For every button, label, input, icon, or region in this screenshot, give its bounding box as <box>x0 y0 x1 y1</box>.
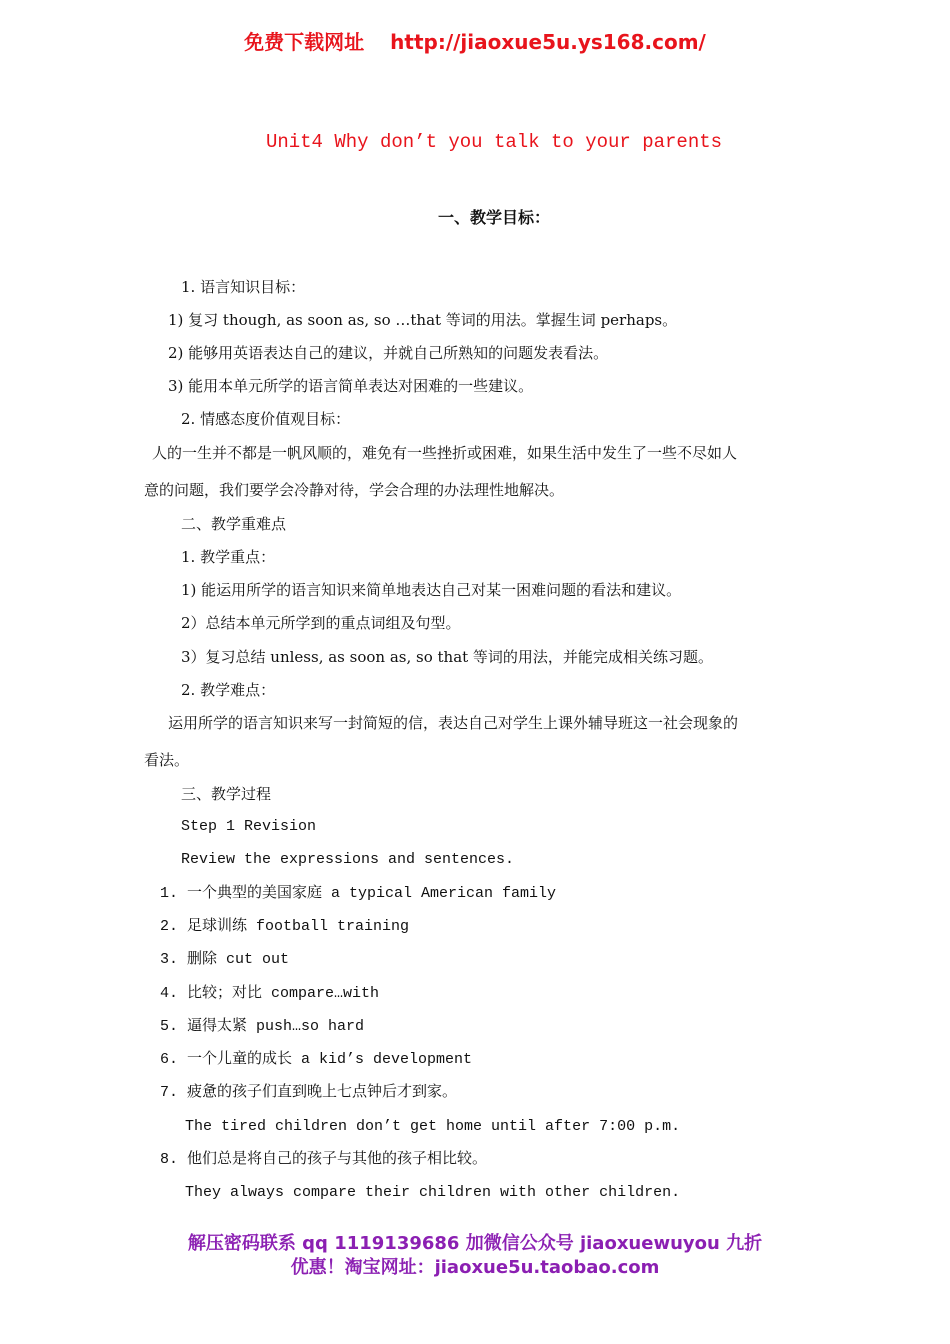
sentence-item-7-english: The tired children don’t get home until after 7:00 p.m. <box>185 1118 681 1135</box>
objective-emotion-heading: 2. 情感态度价值观目标： <box>181 410 351 428</box>
section-key-points: 二、教学重难点 <box>181 515 287 533</box>
expression-item-6: 6. 一个儿童的成长 a kid’s development <box>160 1051 473 1068</box>
section-teaching-process: 三、教学过程 <box>181 785 272 803</box>
section-teaching-objectives: 一、教学目标： <box>437 208 550 227</box>
key-point-heading: 1. 教学重点： <box>181 548 276 566</box>
review-instruction: Review the expressions and sentences. <box>181 851 515 868</box>
download-url-link[interactable]: http://jiaoxue5u.ys168.com/ <box>390 30 706 54</box>
sentence-item-8: 8. 他们总是将自己的孩子与其他的孩子相比较。 <box>160 1151 488 1168</box>
footer-contact-line-1: 解压密码联系 qq 1119139686 加微信公众号 jiaoxuewuyou 九折 <box>187 1233 763 1254</box>
expression-item-4: 4. 比较；对比 compare…with <box>160 985 380 1002</box>
expression-item-5: 5. 逼得太紧 push…so hard <box>160 1018 365 1035</box>
difficulty-paragraph-line-1: 运用所学的语言知识来写一封简短的信，表达自己对学生上课外辅导班这一社会现象的 <box>168 714 739 732</box>
difficulty-heading: 2. 教学难点： <box>181 681 276 699</box>
sentence-item-7: 7. 疲惫的孩子们直到晚上七点钟后才到家。 <box>160 1084 458 1101</box>
key-point-item-2: 2）总结本单元所学到的重点词组及句型。 <box>181 614 461 632</box>
objective-item-1: 1) 复习 though, as soon as, so …that 等词的用法。掌握生词 perhaps。 <box>168 311 678 329</box>
expression-item-1: 1. 一个典型的美国家庭 a typical American family <box>160 885 557 902</box>
difficulty-paragraph-line-2: 看法。 <box>144 751 190 769</box>
sentence-item-8-english: They always compare their children with other children. <box>185 1184 681 1201</box>
key-point-item-3: 3）复习总结 unless, as soon as, so that 等词的用法，并能完成相关练习题。 <box>181 648 713 666</box>
download-label: 免费下载网址 <box>244 30 365 54</box>
objective-item-3: 3) 能用本单元所学的语言简单表达对困难的一些建议。 <box>168 377 534 395</box>
footer-contact-line-2[interactable]: 优惠！淘宝网址：jiaoxue5u.taobao.com <box>290 1257 660 1278</box>
download-banner <box>0 26 950 55</box>
expression-item-2: 2. 足球训练 football training <box>160 918 410 935</box>
expression-item-3: 3. 删除 cut out <box>160 951 290 968</box>
objective-item-2: 2) 能够用英语表达自己的建议，并就自己所熟知的问题发表看法。 <box>168 344 609 362</box>
emotion-paragraph-line-2: 意的问题，我们要学会冷静对待，学会合理的办法理性地解决。 <box>144 481 565 499</box>
key-point-item-1: 1) 能运用所学的语言知识来简单地表达自己对某一困难问题的看法和建议。 <box>181 581 682 599</box>
emotion-paragraph-line-1: 人的一生并不都是一帆风顺的，难免有一些挫折或困难，如果生活中发生了一些不尽如人 <box>152 444 738 462</box>
step-1-heading: Step 1 Revision <box>181 818 317 835</box>
objective-language-heading: 1. 语言知识目标： <box>181 278 306 296</box>
unit-title: Unit4 Why don’t you talk to your parents <box>265 131 723 153</box>
